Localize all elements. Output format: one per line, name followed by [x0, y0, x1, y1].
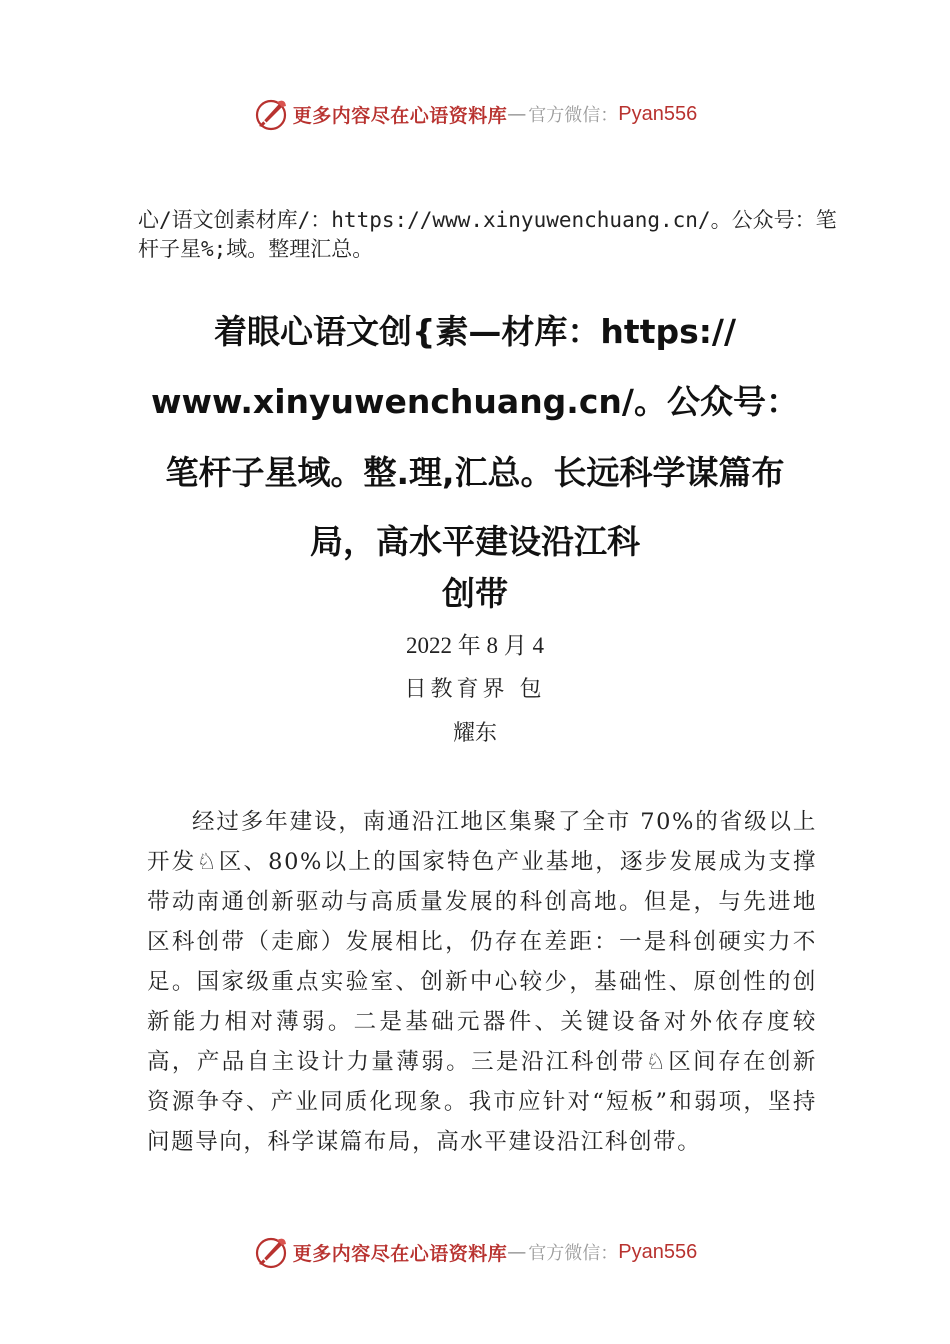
footer-banner [0, 1232, 950, 1272]
title-line-2: www.xinyuwenchuang.cn/。公众号： [151, 382, 799, 421]
title-line-3: 笔杆子星域。整.理,汇总。长远科学谋篇布 [165, 453, 785, 492]
title-line-5: 创带 [442, 574, 508, 613]
banner-text: 更多内容尽在心语资料库 [292, 104, 508, 127]
banner-dash: — [507, 1241, 527, 1263]
banner-wechat-label: 官方微信： [528, 105, 619, 126]
banner-wechat-label: 官方微信： [528, 1243, 619, 1264]
publish-date: 2022 年 8 月 4 [406, 633, 544, 658]
publication-source: 日教育界 包 [404, 677, 546, 702]
title-line-1: 着眼心语文创{素—材库：https:// [213, 312, 737, 351]
author-name: 耀东 [452, 721, 497, 746]
source-line: 心/语文创素材库/：https://www.xinyuwenchuang.cn/。公众号：笔杆子星%;域。整理汇总。 [138, 208, 837, 261]
banner-text: 更多内容尽在心语资料库 [292, 1242, 508, 1265]
quill-pen-logo-icon [253, 96, 289, 132]
title-line-4: 局，高水平建设沿江科 [310, 522, 640, 561]
banner-wechat-id: Pyan556 [618, 1240, 698, 1263]
quill-pen-logo-icon [253, 1234, 289, 1270]
banner-wechat-id: Pyan556 [618, 102, 698, 125]
header-banner [0, 94, 950, 134]
body-paragraph: 经过多年建设，南通沿江地区集聚了全市 70%的省级以上开发♘区、80%以上的国家特色产业基地，逐步发展成为支撑带动南通创新驱动与高质量发展的科创高地。但是，与先进地区科创带（走廊）发展相比，仍存在差距：一是科创硬实力不足。国家级重点实验室、创新中心较少，基础性、原创性的创新能力相对薄弱。二是基础元器件、关键设备对外依存度较高，产品自主设计力量薄弱。三是沿江科创带♘区间存在创新资源争夺、产业同质化现象。我市应针对“短板”和弱项，坚持问题导向，科学谋篇布局，高水平建设沿江科创带。 [147, 809, 817, 1155]
banner-dash: — [507, 103, 527, 125]
